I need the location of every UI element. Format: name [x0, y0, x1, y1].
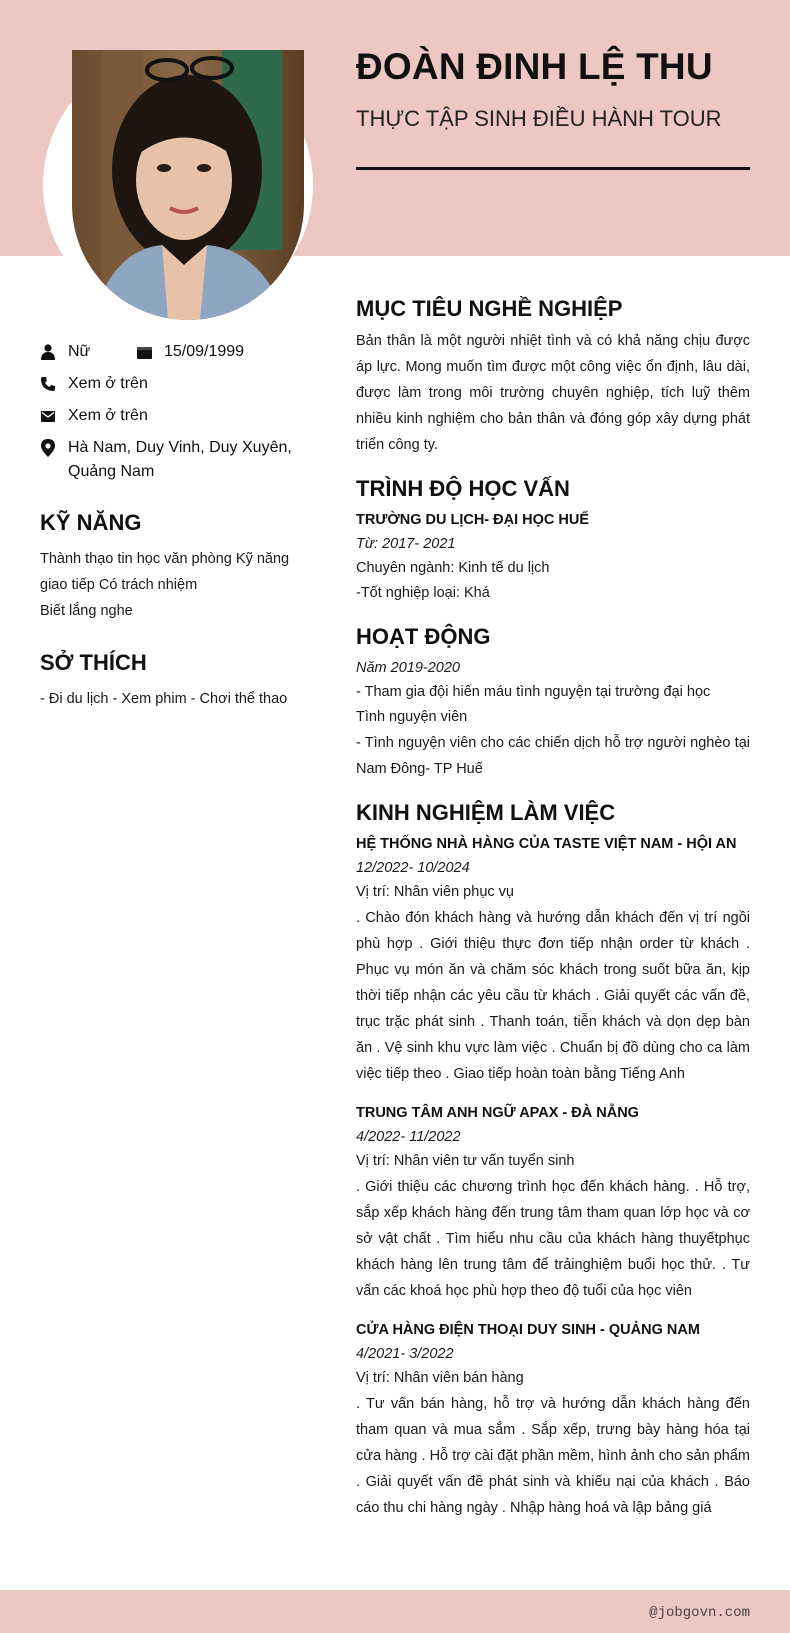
education-section [356, 476, 750, 606]
education-heading: TRÌNH ĐỘ HỌC VẤN [356, 476, 570, 501]
job-period: 12/2022- 10/2024 [356, 860, 470, 876]
job-company: HỆ THỐNG NHÀ HÀNG CỦA TASTE VIỆT NAM - HỘI AN [356, 836, 737, 852]
contact-address [40, 436, 310, 484]
education-period: Từ: 2017- 2021 [356, 536, 456, 552]
phone-value: Xem ở trên [68, 375, 148, 392]
skills-line: Biết lắng nghe [40, 603, 133, 619]
experience-heading: KINH NGHIỆM LÀM VIỆC [356, 800, 616, 825]
left-column [40, 340, 310, 712]
job-company: CỬA HÀNG ĐIỆN THOẠI DUY SINH - QUẢNG NAM [356, 1322, 700, 1338]
gender-value: Nữ [68, 343, 91, 360]
job-entry [356, 832, 750, 1087]
footer-watermark: @jobgovn.com [649, 1605, 750, 1621]
objective-heading: MỤC TIÊU NGHỀ NGHIỆP [356, 296, 623, 321]
phone-icon [40, 372, 56, 394]
education-school: TRƯỜNG DU LỊCH- ĐẠI HỌC HUẾ [356, 512, 590, 528]
contact-gender-birthdate [40, 340, 310, 364]
job-period: 4/2021- 3/2022 [356, 1346, 454, 1362]
job-position: Vị trí: Nhân viên tư vấn tuyển sinh [356, 1153, 575, 1169]
job-entry [356, 1101, 750, 1304]
hobbies-text: - Đi du lịch - Xem phim - Chơi thể thao [40, 691, 288, 707]
job-period: 4/2022- 11/2022 [356, 1129, 461, 1145]
contact-phone [40, 372, 310, 396]
birthdate-value: 15/09/1999 [164, 343, 245, 360]
education-major: Chuyên ngành: Kinh tế du lịch [356, 560, 550, 576]
hobbies-heading: SỞ THÍCH [40, 650, 147, 675]
job-description: . Giới thiệu các chương trình học đến khách hàng. . Hỗ trợ, sắp xếp khách hàng đến trung tâm tham quan lớp học và cơ sở vật chất . Tìm hiểu nhu cầu của khách hàng thuyếtphục khách hàng lên trung tâm để trảinghiệm buổi học thử. . Tư vấn các khoá học phù hợp theo độ tuổi của học viên [356, 1179, 750, 1299]
email-value: Xem ở trên [68, 407, 148, 424]
activity-item: Tình nguyện viên [356, 709, 468, 725]
job-description: . Chào đón khách hàng và hướng dẫn khách đến vị trí ngồi phù hợp . Giới thiệu thực đơn tiếp nhận order từ khách . Phục vụ món ăn và chăm sóc khách trong suốt bữa ăn, kịp thời tiếp nhận các yêu cầu từ khách . Giải quyết các vấn đề, trục trặc phát sinh . Thanh toán, tiễn khách và dọn dẹp bàn ăn . Vệ sinh khu vực làm việc . Chuẩn bị đồ dùng cho ca làm việc tiếp theo . Giao tiếp hoàn toàn bằng Tiếng Anh [356, 910, 750, 1082]
job-position: Vị trí: Nhân viên phục vụ [356, 884, 514, 900]
activities-period: Năm 2019-2020 [356, 660, 460, 676]
address-value: Hà Nam, Duy Vinh, Duy Xuyên, Quảng Nam [68, 439, 292, 480]
activities-heading: HOẠT ĐỘNG [356, 624, 491, 649]
avatar [72, 50, 304, 320]
objective-text: Bản thân là một người nhiệt tình và có khả năng chịu được áp lực. Mong muốn tìm được một công việc ổn định, lâu dài, được làm trong môi trường chuyên nghiệp, tích luỹ thêm nhiều kinh nghiệm cho bản thân và đóng góp xây dựng phát triển công ty. [356, 333, 750, 453]
job-position: Vị trí: Nhân viên bán hàng [356, 1370, 524, 1386]
person-icon [40, 340, 56, 362]
skills-line: Thành thạo tin học văn phòng Kỹ năng [40, 551, 290, 567]
calendar-icon [136, 340, 152, 362]
envelope-icon [40, 404, 56, 426]
header-divider [356, 167, 750, 170]
activity-item: - Tình nguyện viên cho các chiến dịch hỗ trợ người nghèo tại Nam Đông- TP Huế [356, 735, 750, 777]
job-description: . Tư vấn bán hàng, hỗ trợ và hướng dẫn khách hàng đến tham quan và mua sắm . Sắp xếp, trưng bày hàng hóa tại cửa hàng . Hỗ trợ cài đặt phần mềm, hình ảnh cho sản phẩm . Giải quyết vấn đề phát sinh và khiếu nại của khách . Báo cáo thu chi hàng ngày . Nhập hàng hoá và lập bảng giá [356, 1396, 750, 1516]
job-title: THỰC TẬP SINH ĐIỀU HÀNH TOUR [356, 106, 722, 131]
right-column [356, 296, 750, 1539]
education-grade: -Tốt nghiệp loại: Khá [356, 585, 490, 601]
experience-section [356, 800, 750, 1521]
job-entry [356, 1318, 750, 1521]
objective-section [356, 296, 750, 458]
skills-line: giao tiếp Có trách nhiệm [40, 577, 198, 593]
activities-section [356, 624, 750, 782]
skills-heading: KỸ NĂNG [40, 510, 142, 535]
location-pin-icon [40, 436, 56, 458]
person-name: ĐOÀN ĐINH LỆ THU [356, 46, 713, 87]
contact-email [40, 404, 310, 428]
activity-item: - Tham gia đội hiến máu tình nguyện tại trường đại học [356, 684, 711, 700]
job-company: TRUNG TÂM ANH NGỮ APAX - ĐÀ NẴNG [356, 1105, 639, 1121]
